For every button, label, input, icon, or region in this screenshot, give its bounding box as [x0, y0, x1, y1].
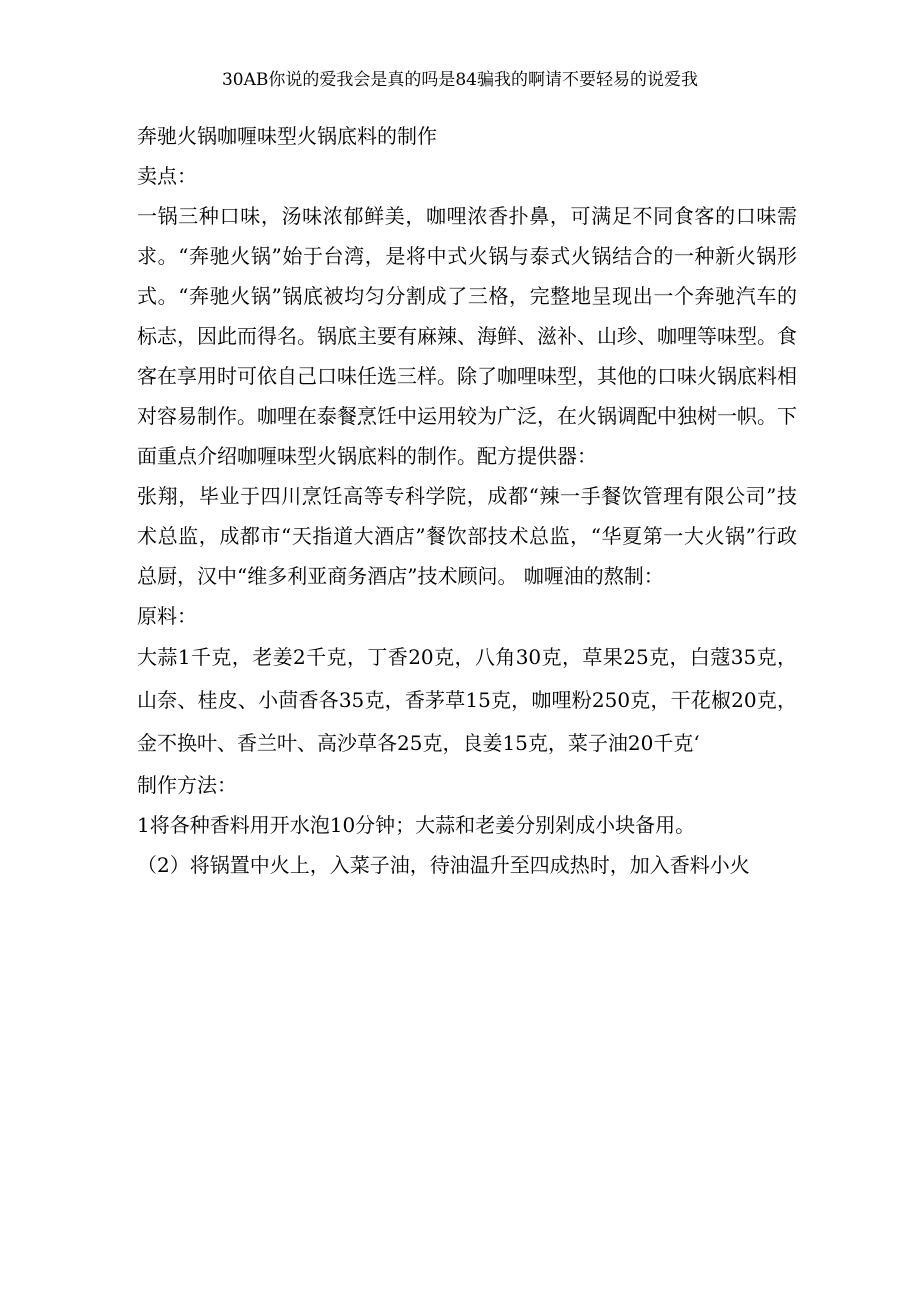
selling-point-paragraph: 一锅三种口味，汤味浓郁鲜美，咖哩浓香扑鼻，可满足不同食客的口味需求。“奔驰火锅”始于台湾，是将中式火锅与泰式火锅结合的一种新火锅形式。“奔驰火锅”锅底被均匀分割成了三格，完整地呈现出一个奔驰汽车的标志，因此而得名。锅底主要有麻辣、海鲜、滋补、山珍、咖哩等味型。食客在享用时可依自己口味任选三样。除了咖哩味型，其他的口味火锅底料相对容易制作。咖哩在泰餐烹饪中运用较为广泛，在火锅调配中独树一帜。下面重点介绍咖喱味型火锅底料的制作。配方提供器： [137, 204, 797, 468]
method-step-2: （2）将锅置中火上，入菜子油，待油温升至四成热时，加入香料小火 [137, 853, 750, 877]
selling-point-label: 卖点： [137, 164, 197, 188]
document-title: 奔驰火锅咖喱味型火锅底料的制作 [137, 124, 437, 148]
method-step-1: 1将各种香料用开水泡10分钟；大蒜和老姜分别剁成小块备用。 [137, 813, 696, 837]
ingredients-paragraph: 大蒜1千克，老姜2千克，丁香20克，八角30克，草果25克，白蔻35克，山奈、桂皮、小茴香各35克，香茅草15克，咖哩粉250克，干花椒20克，金不换叶、香兰叶、高沙草各25克，良姜15克，菜子油20千克‘ [137, 645, 797, 755]
ingredients-label: 原料： [137, 604, 197, 628]
method-label: 制作方法： [137, 773, 237, 797]
provider-paragraph: 张翔，毕业于四川烹饪高等专科学院，成都“辣一手餐饮管理有限公司”技术总监，成都市“天指道大酒店”餐饮部技术总监，“华夏第一大火锅”行政总厨，汉中“维多利亚商务酒店”技术顾问。 咖喱油的熬制： [137, 484, 797, 588]
document-body [137, 116, 797, 885]
page-header: 30AB你说的爱我会是真的吗是84骗我的啊请不要轻易的说爱我 [221, 70, 699, 90]
